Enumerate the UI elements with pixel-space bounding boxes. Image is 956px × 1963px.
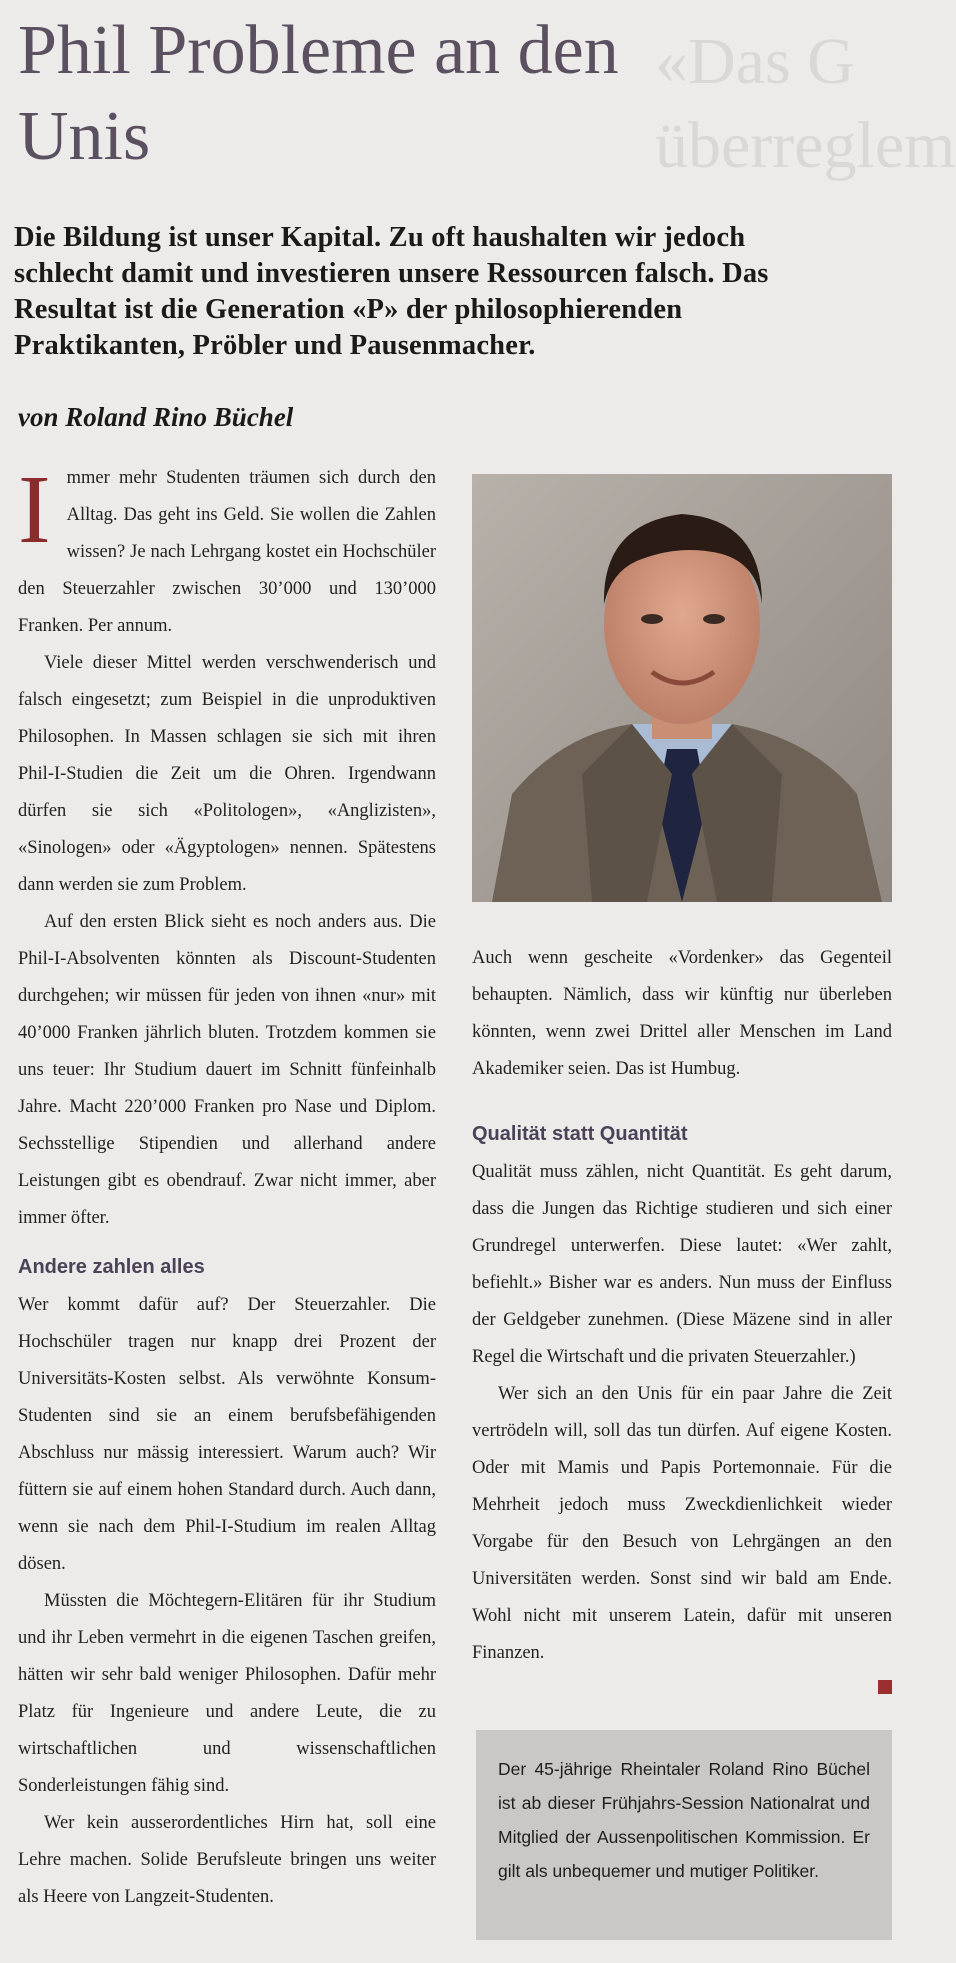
- background-title: «Das G überreglem: [655, 25, 956, 182]
- left-column: [18, 456, 436, 1916]
- paragraph: Wer kommt dafür auf? Der Steuerzahler. Die Hochschüler tragen nur knapp drei Prozent der Universitäts-Kosten selbst. Als verwöhnte Konsum-Studenten sind sie an einem berufsbefähigenden Abschluss nur mässig interessiert. Warum auch? Wir füttern sie auf einem hohen Standard durch. Auch dann, wenn sie nach dem Phil-I-Studium im realen Alltag dösen.: [18, 1295, 436, 1574]
- section-heading: Qualität statt Quantität: [472, 1123, 688, 1145]
- article-title: Phil Probleme an den Unis: [18, 12, 619, 175]
- author-portrait: [472, 474, 892, 902]
- paragraph: [18, 456, 436, 645]
- byline: von Roland Rino Büchel: [18, 402, 294, 432]
- end-of-article-mark: [878, 1680, 892, 1694]
- paragraph: Auf den ersten Blick sieht es noch anders aus. Die Phil-I-Absolventen könnten als Discount-Studenten durchgehen; wir müssen für jeden von ihnen «nur» mit 40’000 Franken jährlich bluten. Trotzdem kommen sie uns teuer: Ihr Studium dauert im Schnitt fünfeinhalb Jahre. Macht 220’000 Franken pro Nase und Diplom. Sechsstellige Stipendien und allerhand andere Leistungen gibt es obendrauf. Zwar nicht immer, aber immer öfter.: [18, 912, 436, 1228]
- portrait-image: [472, 474, 892, 902]
- right-column: [472, 940, 892, 1672]
- author-bio-box: Der 45-jährige Rheintaler Roland Rino Büchel ist ab dieser Frühjahrs-Session Nationalrat und Mitglied der Aussenpolitischen Kommission. Er gilt als unbequemer und mutiger Politiker.: [476, 1730, 892, 1940]
- drop-cap: I: [18, 456, 51, 564]
- paragraph: Qualität muss zählen, nicht Quantität. Es geht darum, dass die Jungen das Richtige studieren und sich einer Grundregel unterwerfen. Diese lautet: «Wer zahlt, befiehlt.» Bisher war es anders. Nun muss der Einfluss der Geldgeber zunehmen. (Diese Mäzene sind in aller Regel die Wirtschaft und die privaten Steuerzahler.): [472, 1162, 892, 1367]
- article-lead: Die Bildung ist unser Kapital. Zu oft haushalten wir jedoch schlecht damit und investieren unsere Ressourcen falsch. Das Resultat ist die Generation «P» der philosophierenden Praktikanten, Pröbler und Pausenmacher.: [14, 222, 769, 361]
- paragraph: Auch wenn gescheite «Vordenker» das Gegenteil behaupten. Nämlich, dass wir künftig nur überleben könnten, wenn zwei Drittel aller Menschen im Land Akademiker seien. Das ist Humbug.: [472, 948, 892, 1079]
- paragraph: Müssten die Möchtegern-Elitären für ihr Studium und ihr Leben vermehrt in die eigenen Taschen greifen, hätten wir sehr bald weniger Philosophen. Dafür mehr Platz für Ingenieure und andere Leute, die zu wirtschaftlichen und wissenschaftlichen Sonderleistungen fähig sind.: [18, 1591, 436, 1796]
- section-heading: Andere zahlen alles: [18, 1256, 205, 1278]
- paragraph-text: mmer mehr Studenten träumen sich durch den Alltag. Das geht ins Geld. Sie wollen die Zahlen wissen? Je nach Lehrgang kostet ein Hochschüler den Steuerzahler zwischen 30’000 und 130’000 Franken. Per annum.: [18, 468, 436, 636]
- paragraph: Wer sich an den Unis für ein paar Jahre die Zeit vertrödeln will, soll das tun dürfen. Auf eigene Kosten. Oder mit Mamis und Papis Portemonnaie. Für die Mehrheit jedoch muss Zweckdienlichkeit wieder Vorgabe für den Besuch von Lehrgängen an den Universitäten werden. Sonst sind wir bald am Ende. Wohl nicht mit unserem Latein, dafür mit unseren Finanzen.: [472, 1384, 892, 1663]
- paragraph: Wer kein ausserordentliches Hirn hat, soll eine Lehre machen. Solide Berufsleute bringen uns weiter als Heere von Langzeit-Studenten.: [18, 1813, 436, 1907]
- paragraph: Viele dieser Mittel werden verschwenderisch und falsch eingesetzt; zum Beispiel in die unproduktiven Philosophen. In Massen schlagen sie sich mit ihren Phil-I-Studien die Zeit um die Ohren. Irgendwann dürfen sie sich «Politologen», «Anglizisten», «Sinologen» oder «Ägyptologen» nennen. Spätestens dann werden sie zum Problem.: [18, 653, 436, 895]
